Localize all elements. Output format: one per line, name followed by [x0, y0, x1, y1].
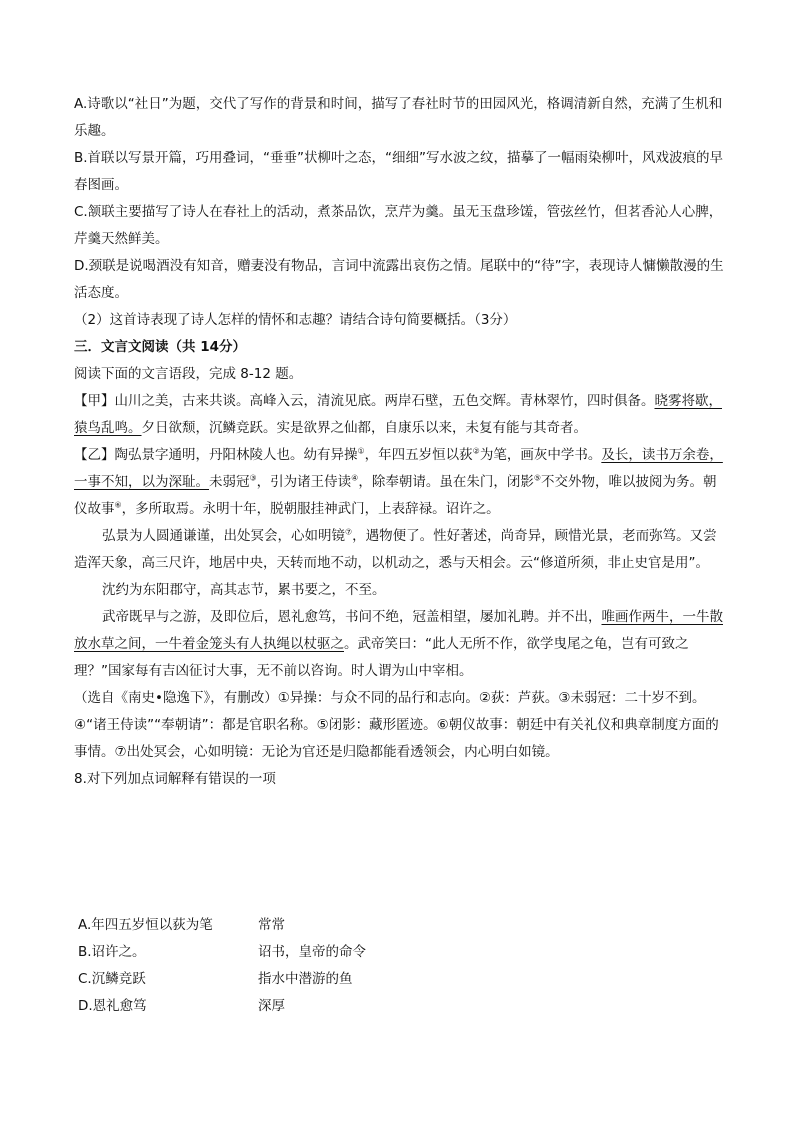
- yi-text: 未弱冠: [209, 474, 250, 490]
- footnote-marker: ①: [357, 446, 365, 456]
- option-right: 深厚: [258, 998, 285, 1014]
- question-8: 8.对下列加点词解释有错误的一项: [74, 771, 276, 787]
- choice-c: C.颔联主要描写了诗人在春社上的活动，煮茶品饮，烹芹为羹。虽无玉盘珍馐，管弦丝竹，但茗香沁人心脾，芹羹天然鲜美。: [74, 204, 723, 247]
- option-right: 指水中潜游的鱼: [258, 971, 353, 987]
- option-left: C.沉鳞竞跃: [78, 971, 146, 987]
- choice-d: D.颈联是说喝酒没有知音，赠妻没有物品，言词中流露出哀伤之情。尾联中的“待”字，表现诗人慵懒散漫的生活态度。: [74, 258, 724, 301]
- question-2: （2）这首诗表现了诗人怎样的情怀和志趣？请结合诗句简要概括。（3分）: [74, 312, 517, 328]
- passage-yi-paragraph-3: 沈约为东阳郡守，高其志节，累书要之，不至。: [102, 582, 386, 598]
- yi-text: ，多所取焉。永明十年，脱朝服挂神武门，上表辞禄。诏许之。: [121, 501, 500, 517]
- option-left: A.年四五岁恒以荻为笔: [78, 917, 213, 933]
- yi-text: ，遇物便了。性好著述，尚奇异，顾惜光景，老而弥笃。又尝造浑天象，高三尺许，地居中央，天转而地不动，以机动之，悉与天相会。云“修道所须，非止史官是用”。: [74, 528, 717, 571]
- option-right: 常常: [258, 917, 285, 933]
- yi-text: ，除奉朝请。虽在朱门，闭影: [358, 474, 534, 490]
- option-row: [78, 993, 678, 1020]
- footnote-marker: ②: [472, 446, 480, 456]
- passage-yi-paragraph-1: [74, 442, 726, 523]
- yi-text: 【乙】陶弘景字通明，丹阳林陵人也。幼有异操: [74, 447, 358, 463]
- choice-a: A.诗歌以“社日”为题，交代了写作的背景和时间，描写了春社时节的田园风光，格调清新自然，充满了生机和乐趣。: [74, 96, 723, 139]
- option-left: B.诏许之。: [78, 944, 146, 960]
- footnote-marker: ⑤: [533, 473, 542, 483]
- passage-yi-paragraph-4: [74, 604, 726, 685]
- yi-text: ，引为诸王侍读: [256, 474, 352, 490]
- option-row: [78, 939, 678, 966]
- yi-text: 。武帝笑曰：“此人无所不作，欲学曳尾之龟，岂有可致之理？”国家每有吉凶征讨大事，无不前以咨询。时人谓为山中宰相。: [74, 636, 689, 679]
- footnote-marker: ③: [249, 473, 257, 483]
- section-instruction: 阅读下面的文言语段，完成 8-12 题。: [74, 366, 303, 382]
- choices-block: [74, 91, 726, 793]
- yi-text: ，年四五岁恒以荻: [364, 447, 473, 463]
- yi-underlined: 及长，读书万余卷，一事不知，以为深耻。: [74, 447, 723, 490]
- yi-text: 为笔，画灰中学书。: [479, 447, 602, 463]
- footnote-marker: ④: [351, 473, 359, 483]
- option-left: D.恩礼愈笃: [78, 998, 147, 1014]
- passage-jia: [74, 388, 726, 442]
- yi-text: 武帝既早与之游，及即位后，恩礼愈笃，书问不绝，冠盖相望，屡加礼聘。并不出，: [102, 609, 602, 625]
- option-row: [78, 912, 678, 939]
- yi-underlined: 唯画作两牛，一牛散放水草之间，一牛着金笼头有人执绳以杖驱之: [74, 609, 723, 652]
- passage-yi-paragraph-2: [74, 523, 726, 577]
- jia-text-a: 【甲】山川之美，古来共谈。高峰入云，清流见底。两岸石壁，五色交辉。青林翠竹，四时俱备。: [74, 393, 655, 409]
- jia-text-b: 夕日欲颓，沉鳞竞跃。实是欲界之仙都，自康乐以来，未复有能与其奇者。: [141, 420, 587, 436]
- section-title: 三．文言文阅读（共 14分）: [74, 339, 246, 355]
- yi-text: 弘景为人圆通谦谨，出处冥会，心如明镜: [102, 528, 345, 544]
- source-notes: （选自《南史•隐逸下》，有删改）①异操：与众不同的品行和志向。②荻：芦荻。③未弱冠：二十岁不到。④“诸王侍读”“奉朝请”：都是官职名称。⑤闭影：藏形匿迹。⑥朝仪故事：朝廷中有关礼仪和典章制度方面的事情。⑦出处冥会，心如明镜：无论为官还是归隐都能看透领会，内心明白如镜。: [74, 690, 719, 760]
- yi-text: 不交外物，唯以披阅为务。朝仪故事: [74, 474, 717, 517]
- footnote-marker: ⑦: [345, 527, 353, 537]
- footnote-marker: ⑥: [114, 500, 122, 510]
- choice-b: B.首联以写景开篇，巧用叠词，“垂垂”状柳叶之态，“细细”写水波之纹，描摹了一幅雨染柳叶，风戏波痕的早春图画。: [74, 150, 724, 193]
- option-right: 诏书，皇帝的命令: [258, 944, 366, 960]
- jia-underlined: 晓雾将歇，猿鸟乱鸣。: [74, 393, 722, 436]
- option-row: [78, 966, 678, 993]
